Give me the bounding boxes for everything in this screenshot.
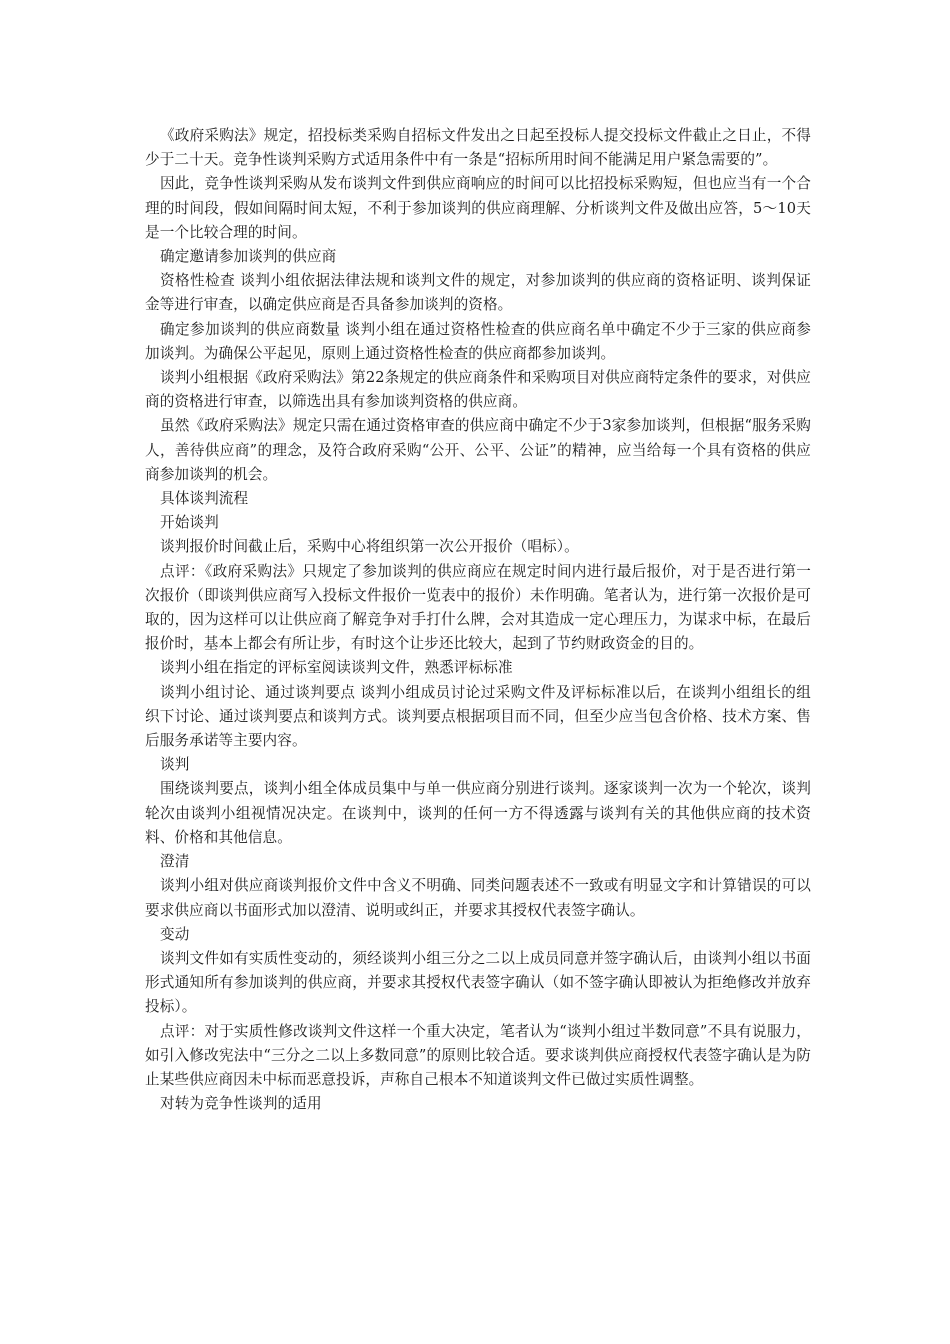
paragraph: 谈判小组根据《政府采购法》第22条规定的供应商条件和采购项目对供应商特定条件的要求，对供应商的资格进行审查，以筛选出具有参加谈判资格的供应商。: [145, 369, 811, 411]
section-heading: 开始谈判: [160, 514, 219, 532]
paragraph: 谈判小组对供应商谈判报价文件中含义不明确、同类问题表述不一致或有明显文字和计算错误的可以要求供应商以书面形式加以澄清、说明或纠正，并要求其授权代表签字确认。: [145, 877, 811, 919]
paragraph: 确定参加谈判的供应商数量 谈判小组在通过资格性检查的供应商名单中确定不少于三家的供应商参加谈判。为确保公平起见，原则上通过资格性检查的供应商都参加谈判。: [145, 320, 811, 362]
paragraph: 点评：《政府采购法》只规定了参加谈判的供应商应在规定时间内进行最后报价，对于是否进行第一次报价（即谈判供应商写入投标文件报价一览表中的报价）未作明确。笔者认为，进行第一次报价是可取的，因为这样可以让供应商了解竞争对手打什么牌，会对其造成一定心理压力，为谋求中标，在最后报价时，基本上都会有所让步，有时这个让步还比较大，起到了节约财政资金的目的。: [145, 562, 811, 653]
section-heading: 对转为竞争性谈判的适用: [160, 1095, 322, 1113]
section-heading: 谈判小组在指定的评标室阅读谈判文件，熟悉评标标准: [160, 659, 513, 677]
paragraph: 谈判小组讨论、通过谈判要点 谈判小组成员讨论过采购文件及评标标准以后，在谈判小组组长的组织下讨论、通过谈判要点和谈判方式。谈判要点根据项目而不同，但至少应当包含价格、技术方案、售后服务承诺等主要内容。: [145, 683, 811, 750]
paragraph: 谈判文件如有实质性变动的，须经谈判小组三分之二以上成员同意并签字确认后，由谈判小组以书面形式通知所有参加谈判的供应商，并要求其授权代表签字确认（如不签字确认即被认为拒绝修改并放弃投标）。: [145, 949, 811, 1016]
document-page: [145, 124, 811, 1116]
paragraph: 《政府采购法》规定，招投标类采购自招标文件发出之日起至投标人提交投标文件截止之日止，不得少于二十天。竞争性谈判采购方式适用条件中有一条是“招标所用时间不能满足用户紧急需要的”。: [145, 127, 811, 169]
section-heading: 澄清: [160, 853, 190, 871]
paragraph: 点评：对于实质性修改谈判文件这样一个重大决定，笔者认为“谈判小组过半数同意”不具有说服力，如引入修改宪法中“三分之二以上多数同意”的原则比较合适。要求谈判供应商授权代表签字确认是为防止某些供应商因未中标而恶意投诉，声称自己根本不知道谈判文件已做过实质性调整。: [145, 1022, 811, 1088]
paragraph: 虽然《政府采购法》规定只需在通过资格审查的供应商中确定不少于3家参加谈判，但根据“服务采购人，善待供应商”的理念，及符合政府采购“公开、公平、公证”的精神，应当给每一个具有资格的供应商参加谈判的机会。: [145, 417, 811, 483]
paragraph: 因此，竞争性谈判采购从发布谈判文件到供应商响应的时间可以比招投标采购短，但也应当有一个合理的时间段，假如间隔时间太短，不利于参加谈判的供应商理解、分析谈判文件及做出应答，5～10天是一个比较合理的时间。: [145, 175, 811, 241]
section-heading: 变动: [160, 925, 190, 943]
paragraph: 谈判报价时间截止后，采购中心将组织第一次公开报价（唱标）。: [160, 538, 579, 556]
section-heading: 具体谈判流程: [160, 490, 249, 508]
section-heading: 谈判: [160, 756, 190, 774]
section-heading: 确定邀请参加谈判的供应商: [160, 248, 337, 266]
paragraph: 资格性检查 谈判小组依据法律法规和谈判文件的规定，对参加谈判的供应商的资格证明、谈判保证金等进行审查，以确定供应商是否具备参加谈判的资格。: [145, 272, 811, 314]
paragraph: 围绕谈判要点，谈判小组全体成员集中与单一供应商分别进行谈判。逐家谈判一次为一个轮次，谈判轮次由谈判小组视情况决定。在谈判中，谈判的任何一方不得透露与谈判有关的其他供应商的技术资料、价格和其他信息。: [145, 780, 811, 846]
